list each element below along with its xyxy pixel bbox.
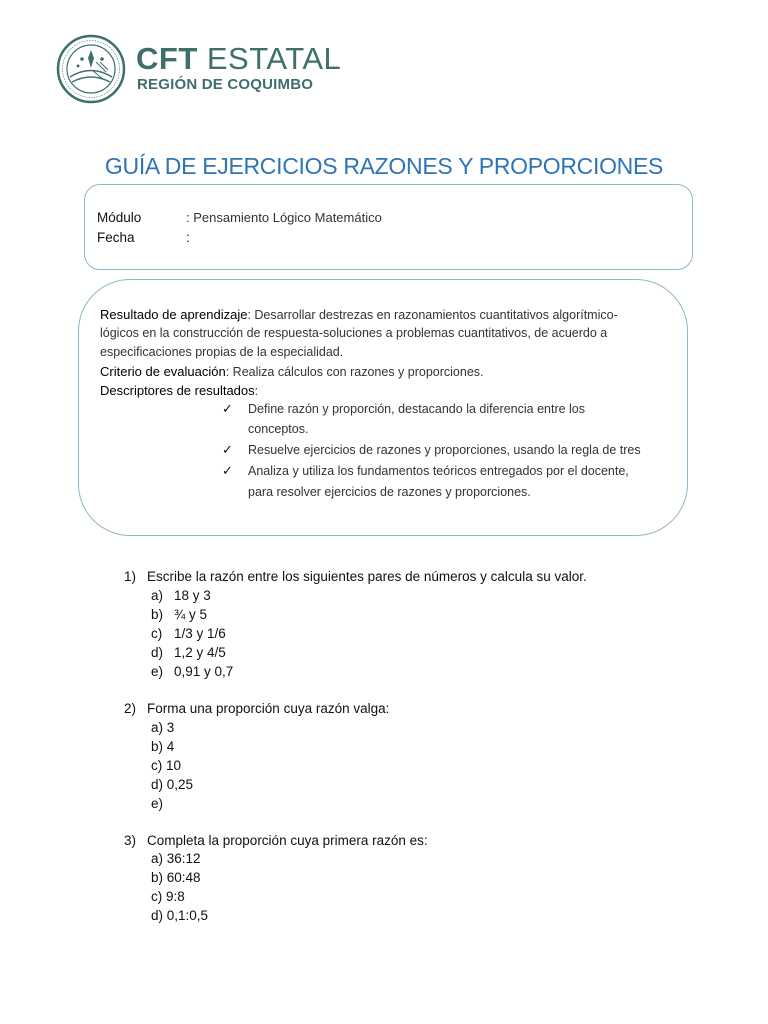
exercise-2-option: d) 0,25 [151,777,194,792]
cft-seal-logo [56,34,126,104]
checkmark-icon: ✓ [222,401,233,416]
exercise-2-option: a) 3 [151,720,175,735]
exercise-1-option: a) 18 y 3 [151,588,211,603]
exercise-1-option: c) 1/3 y 1/6 [151,626,226,641]
exercise-2-option: b) 4 [151,739,175,754]
exercise-1-option: d) 1,2 y 4/5 [151,645,226,660]
resultado-line3: especificaciones propias de la especialidad. [100,345,344,359]
exercise-3-option: b) 60:48 [151,870,201,885]
module-info-box [84,184,693,270]
resultado-line1: Resultado de aprendizaje: Desarrollar destrezas en razonamientos cuantitativos algorítmico- [100,307,618,322]
exercise-1-option: b) ¾ y 5 [151,607,208,622]
modulo-label: Módulo [97,210,142,225]
resultado-line2: lógicos en la construcción de respuesta-soluciones a problemas cuantitativos, de acuerdo a [100,326,608,340]
exercise-3-option: a) 36:12 [151,851,201,866]
exercise-1-option: e) 0,91 y 0,7 [151,664,234,679]
exercise-2-option: e) [151,796,164,811]
exercise-2-option: c) 10 [151,758,182,773]
descriptores-line: Descriptores de resultados: [100,383,259,398]
exercise-3-option: c) 9:8 [151,889,185,904]
brand-region: REGIÓN DE COQUIMBO [137,76,314,93]
fecha-label: Fecha [97,230,135,245]
checkmark-icon: ✓ [222,463,233,478]
modulo-value: : Pensamiento Lógico Matemático [186,210,382,225]
document-title: GUÍA DE EJERCICIOS RAZONES Y PROPORCIONES [104,153,664,179]
brand-name: CFT ESTATAL [136,41,342,76]
criterio-line: Criterio de evaluación: Realiza cálculos con razones y proporciones. [100,364,484,379]
checkmark-icon: ✓ [222,442,233,457]
fecha-value: : [186,230,190,245]
criterio-label: Criterio de evaluación [100,364,226,379]
descriptores-label: Descriptores de resultados [100,383,255,398]
resultado-label: Resultado de aprendizaje [100,307,248,322]
exercise-3-option: d) 0,1:0,5 [151,908,209,923]
